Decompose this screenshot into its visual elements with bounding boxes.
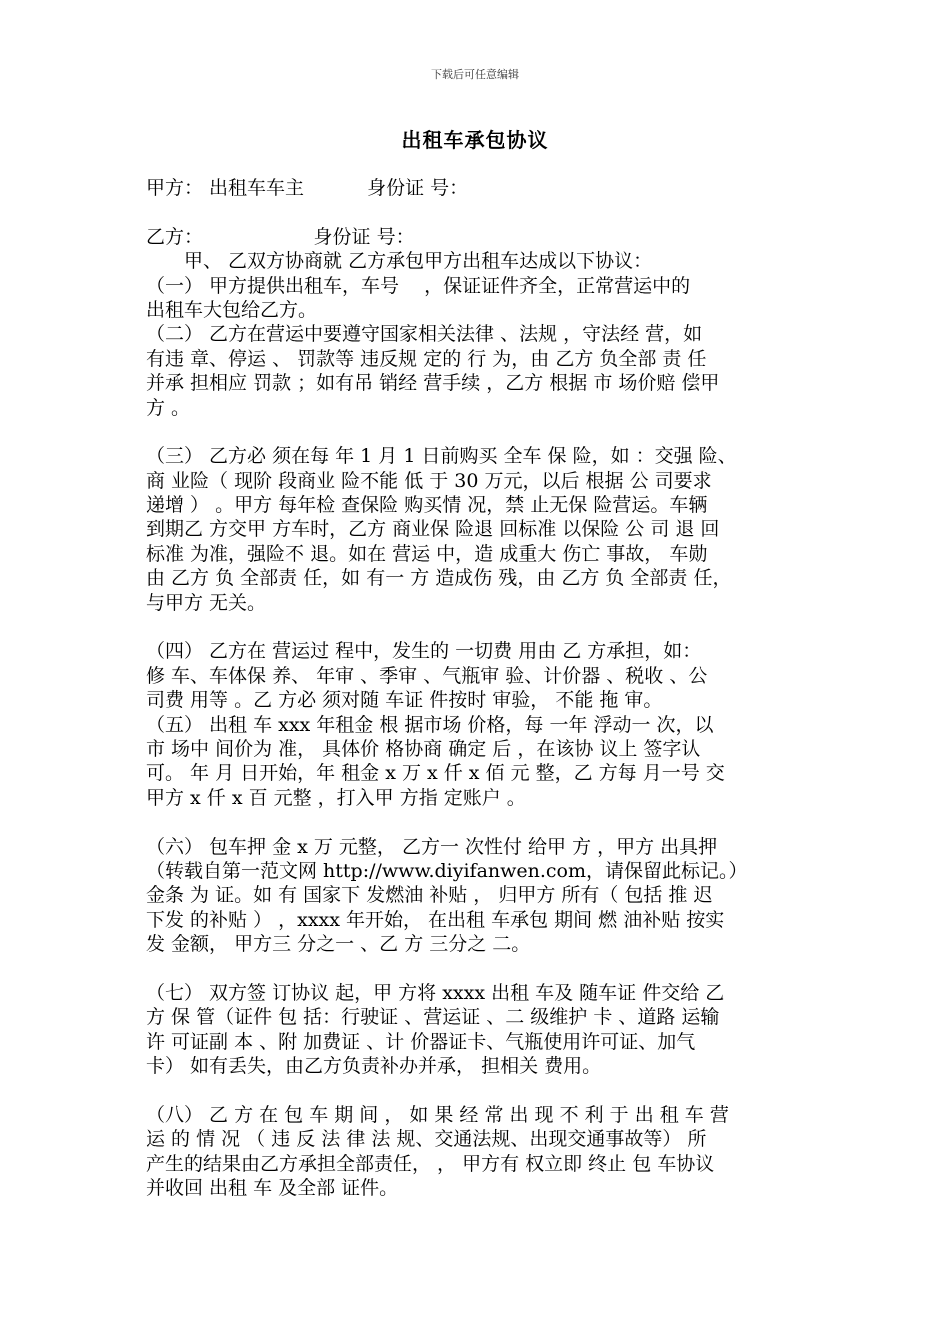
body-line: 产生的结果由乙方承担全部责任， ， 甲方有 权立即 终止 包 车协议 (146, 1152, 715, 1175)
body-line: 出租车大包给乙方。 (146, 298, 318, 321)
body-line: （七） 双方签 订协议 起，甲 方将 xxxx 出租 车及 随车证 件交给 乙 (146, 981, 725, 1004)
body-line: 许 可证副 本 、附 加费证 、计 价器证卡、气瓶使用许可证、加气 (146, 1030, 696, 1053)
body-line: 到期乙 方交甲 方车时，乙方 商业保 险退 回标准 以保险 公 司 退 回 (146, 518, 720, 541)
body-line: 可。 年 月 日开始，年 租金 x 万 x 仟 x 佰 元 整，乙 方每 月一号 交 (146, 762, 725, 785)
body-line: 甲方： 出租车车主 身份证 号： (146, 177, 469, 199)
body-line: 乙方： 身份证 号： (146, 225, 415, 248)
blank-line (146, 810, 811, 834)
body-line: 司费 用等 。乙 方必 须对随 车证 件按时 审验， 不能 拖 审。 (146, 689, 663, 712)
body-line: （三） 乙方必 须在每 年 1 月 1 日前购买 全车 保 险，如 ：交强 险、 (146, 445, 737, 468)
body-line: （五） 出租 车 xxx 年租金 根 据市场 价格，每 一年 浮动一 次，以 (146, 713, 714, 736)
document-body (146, 176, 811, 1200)
body-line: 商 业险（ 现阶 段商业 险不能 低 于 30 万元，以后 根据 公 司要求 (146, 469, 712, 492)
body-line: 卡） 如有丢失，由乙方负责补办并承， 担相关 费用。 (146, 1055, 602, 1078)
blank-line (146, 615, 811, 639)
body-line: （四） 乙方在 营运过 程中，发生的 一切费 用由 乙 方承担，如： (146, 640, 702, 663)
body-line: （八） 乙 方 在 包 车 期 间 ， 如 果 经 常 出 现 不 利 于 出 租 车 营 (146, 1103, 729, 1126)
body-line: （六） 包车押 金 x 万 元整， 乙方一 次性付 给甲 方 ，甲方 出具押 (146, 835, 718, 858)
body-line: 方 保 管（证件 包 括：行驶证 、营运证 、二 级维护 卡 、道路 运输 (146, 1006, 720, 1029)
blank-line (146, 200, 811, 224)
body-line: 递增 ） 。甲方 每年检 查保险 购买情 况，禁 止无保 险营运。车辆 (146, 494, 708, 517)
body-line: 金条 为 证。如 有 国家下 发燃油 补贴 ， 归甲方 所有（ 包括 推 迟 (146, 884, 713, 907)
body-line: 修 车、车体保 养、 年审 、季审 、气瓶审 验、计价器 、税收 、公 (146, 664, 708, 687)
page-header-note: 下载后可任意编辑 (431, 68, 519, 81)
body-line: 运 的 情 况 （ 违 反 法 律 法 规、交通法规、出现交通事故等） 所 (146, 1128, 707, 1151)
body-line: （转载自第一范文网 http://www.diyifanwen.com，请保留此标记。） (146, 859, 748, 882)
body-line: 发 金额， 甲方三 分之一 、乙 方 三分之 二。 (146, 933, 531, 956)
body-line: 标准 为准，强险不 退。如在 营运 中，造 成重大 伤亡 事故， 车勋 (146, 542, 708, 565)
body-line: 有违 章、停运 、 罚款等 违反规 定的 行 为，由 乙方 负全部 责 任 (146, 347, 707, 370)
blank-line (146, 420, 811, 444)
body-line: 甲、 乙双方协商就 乙方承包甲方出租车达成以下协议： (146, 250, 653, 273)
body-line: 市 场中 间价为 准， 具体价 格协商 确定 后 ，在该协 议上 签字认 (146, 737, 701, 760)
body-line: 并收回 出租 车 及全部 证件。 (146, 1177, 399, 1200)
body-line: （二） 乙方在营运中要遵守国家相关法律 、法规 ，守法经 营，如 (146, 323, 703, 346)
body-line: 方 。 (146, 396, 191, 419)
body-line: 由 乙方 负 全部责 任，如 有一 方 造成伤 残，由 乙方 负 全部责 任， (146, 567, 732, 590)
body-line: 下发 的补贴 ） ，xxxx 年开始， 在出租 车承包 期间 燃 油补贴 按实 (146, 908, 725, 931)
blank-line (146, 1078, 811, 1102)
body-line: 与甲方 无关。 (146, 591, 267, 614)
body-line: （一） 甲方提供出租车，车号 ，保证证件齐全，正常营运中的 (146, 274, 691, 297)
body-line: 并承 担相应 罚款 ；如有吊 销经 营手续 ，乙方 根据 市 场价赔 偿甲 (146, 372, 720, 395)
document-title: 出租车承包协议 (401, 128, 549, 152)
body-line: 甲方 x 仟 x 百 元整 ，打入甲 方指 定账户 。 (146, 786, 526, 809)
blank-line (146, 957, 811, 981)
